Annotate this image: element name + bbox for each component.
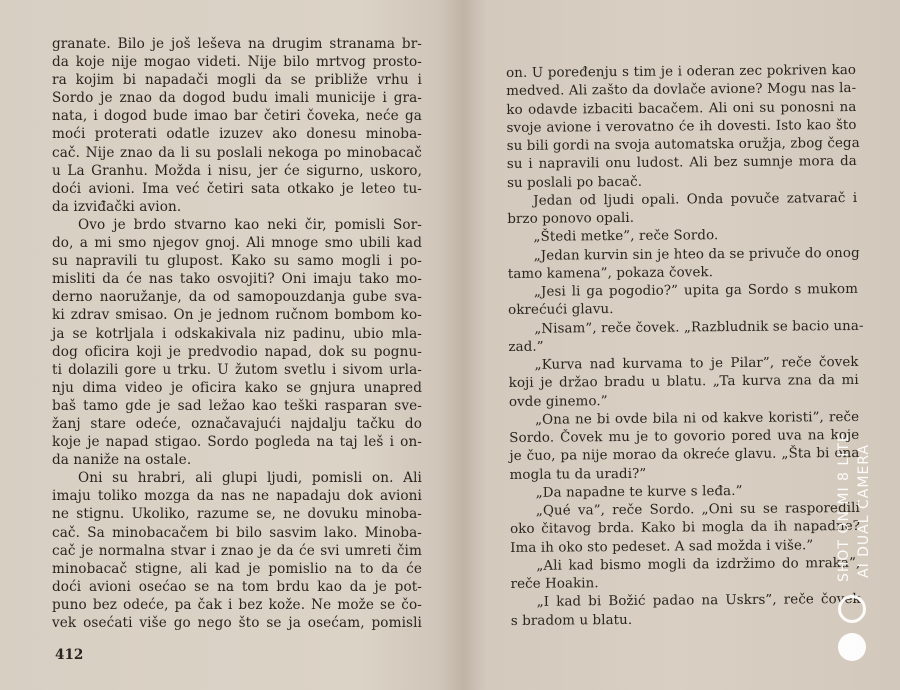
text-line: „Ona ne bi ovde bila ni od kakve koristi”, reče [535, 409, 860, 428]
text-line: „Štedi metke”, reče Sordo. [533, 228, 719, 246]
left-page [52, 35, 422, 632]
text-line: nata, i dogod bude imao bar četiri čoveka, neće ga [52, 108, 422, 125]
text-line: on. U poređenju s tim je i oderan zec pokriven kao [506, 62, 857, 81]
text-line: baš tamo gde je sad ležao kao teški rasparan sve- [52, 397, 422, 414]
text-line: koji je držao bradu u blatu. „Ta kurva zna da mi [508, 373, 859, 392]
text-line: da naniže na ostale. [52, 452, 192, 469]
text-line: misliti da će nas tako osvojiti? Oni imaju tako mo- [52, 271, 422, 288]
text-line: okrećući glavu. [508, 302, 614, 319]
text-line: žanj stare odeće, označavajući najdalju tačku do [52, 415, 422, 432]
watermark-line-1: SHOT ON MI 8 LITE [836, 432, 852, 582]
text-line: ti dolazili gore u trku. U žutom svetlu i sivom urla- [52, 361, 422, 378]
text-line: da koje nije mogao videti. Nije bilo mrtvog prosto- [52, 54, 422, 71]
text-line: ja se kotrljala i odskakivala niz padinu, ubio mla- [52, 325, 422, 342]
page-number: 412 [55, 647, 84, 663]
text-line: medved. Ali zašto da dovlače avione? Mogu nas la- [506, 81, 857, 100]
text-line: ovde ginemo.” [508, 393, 608, 410]
text-line: „Jesi li ga pogodio?” upita ga Sordo s mukom [533, 281, 859, 300]
text-line: su i napravili onu ludost. Ali bez sumnje mora da [506, 154, 857, 173]
text-line: s bradom u blatu. [510, 612, 633, 629]
text-line: nju dima video je oficira kako se gnjura unapred [52, 379, 422, 396]
text-line: Sordo je znao da dogod budu imali municije i gra- [52, 90, 422, 107]
text-line: puno bez odeće, pa čak i bez kože. Ne može se čo- [52, 596, 422, 613]
text-line: reče Hoakin. [510, 576, 599, 592]
camera-watermark [826, 430, 886, 670]
text-line: „Da napadne te kurve s leđa.” [535, 483, 743, 501]
text-line: cač je normalna stvar i znao je da će svi umreti čim [52, 542, 422, 559]
text-line: granate. Bilo je još leševa na drugim stranama br- [52, 36, 422, 52]
text-line: mogla tu da uradi?” [509, 466, 647, 483]
text-line: „Qué va”, reče Sordo. „Oni su se rasporedili [535, 500, 860, 519]
text-line: koje je napad stigao. Sordo pogleda na taj leš i on- [52, 434, 422, 451]
text-line: vek osećati više go nego što se ja osećam, pomisli [52, 615, 422, 631]
text-line: Oni su hrabri, ali glupi ljudi, pomisli on. Ali [78, 470, 422, 487]
text-line: su napravili tu glupost. Kako su samo mogli i po- [52, 253, 422, 270]
text-line: „Kurva nad kurvama to je Pilar”, reče čovek [534, 354, 859, 373]
text-line: derno naoružanje, da od samopouzdanja gube sva- [52, 289, 422, 306]
text-line: Ovo je brdo stvarno kao neki čir, pomisli Sor- [78, 216, 422, 233]
lens-dot-icon [838, 633, 866, 661]
text-line: oko čitavog brda. Kako bi mogla da ih napadne? [509, 519, 861, 538]
text-line: Ima ih oko sto pedeset. A sad možda i više.” [510, 537, 814, 556]
text-line: brzo ponovo opali. [507, 210, 635, 227]
text-line: dog oficira koji je predvodio napad, dok su pognu- [52, 343, 422, 360]
text-line: cač. Nije znao da li su poslali nekoga po minobacač [52, 144, 422, 161]
text-line: zad.” [508, 339, 544, 355]
text-line: u La Granhu. Možda i nisu, jer će sigurno, uskoro, [52, 162, 422, 179]
text-line: do, a mi smo njegov gnoj. Ali mnoge smo ubili kad [52, 235, 422, 252]
text-line: ra kojim bi napadači mogli da se približe vrhu i [52, 72, 422, 89]
text-line: su bili gordi na svoja automatska oružja, zbog čega [506, 135, 860, 154]
text-line: je čuo, pa nije morao da okreće glavu. „Šta bi ona [509, 446, 860, 465]
text-line: „Ali kad bismo mogli da izdržimo do mraka”, [536, 555, 861, 574]
text-line: tamo kamena”, pokaza čovek. [507, 264, 714, 282]
text-line: doći avioni osećao se na tom brdu kao da je pot- [52, 578, 422, 595]
text-line: „Nisam”, reče čovek. „Razbludnik se bacio una- [534, 318, 864, 337]
text-line: ki zdrav smisao. On je jednom ručnom bombom ko- [52, 307, 422, 324]
text-line: moći proterati odatle izuzev ako donesu minoba- [52, 126, 422, 143]
watermark-line-2: AI DUAL CAMERA [856, 443, 872, 578]
text-line: su poslali po bacač. [506, 174, 643, 191]
lens-ring-icon [838, 595, 866, 623]
text-line: ko odavde izbaciti bacačem. Ali oni su ponosni na [506, 99, 857, 118]
text-line: ne stignu. Ukoliko, razume se, ne dovuku minoba- [52, 506, 422, 523]
text-line: minobacač stigne, ali kad je pomislio na to da će [52, 560, 422, 577]
text-line: imaju toliko mozga da nas ne napadaju dok avioni [52, 488, 422, 505]
text-line: doći avioni. Ima već četiri sata otkako je leteo tu- [52, 180, 422, 197]
text-line: cač. Sa minobacačem bi bilo sasvim lako. Minoba- [52, 524, 422, 541]
text-line: Jedan od ljudi opali. Onda povuče zatvarač i [533, 190, 858, 209]
text-line: „Jedan kurvin sin je hteo da se privuče do onog [533, 245, 860, 264]
text-line: svoje avione i verovatno će ih dovesti. Isto kao što [506, 117, 857, 136]
text-line: „I kad bi Božić padao na Uskrs”, reče čovek [536, 592, 861, 611]
text-line: da izviđački avion. [52, 198, 182, 215]
text-line: Sordo. Čovek mu je to govorio pored uva na koje [509, 427, 860, 446]
